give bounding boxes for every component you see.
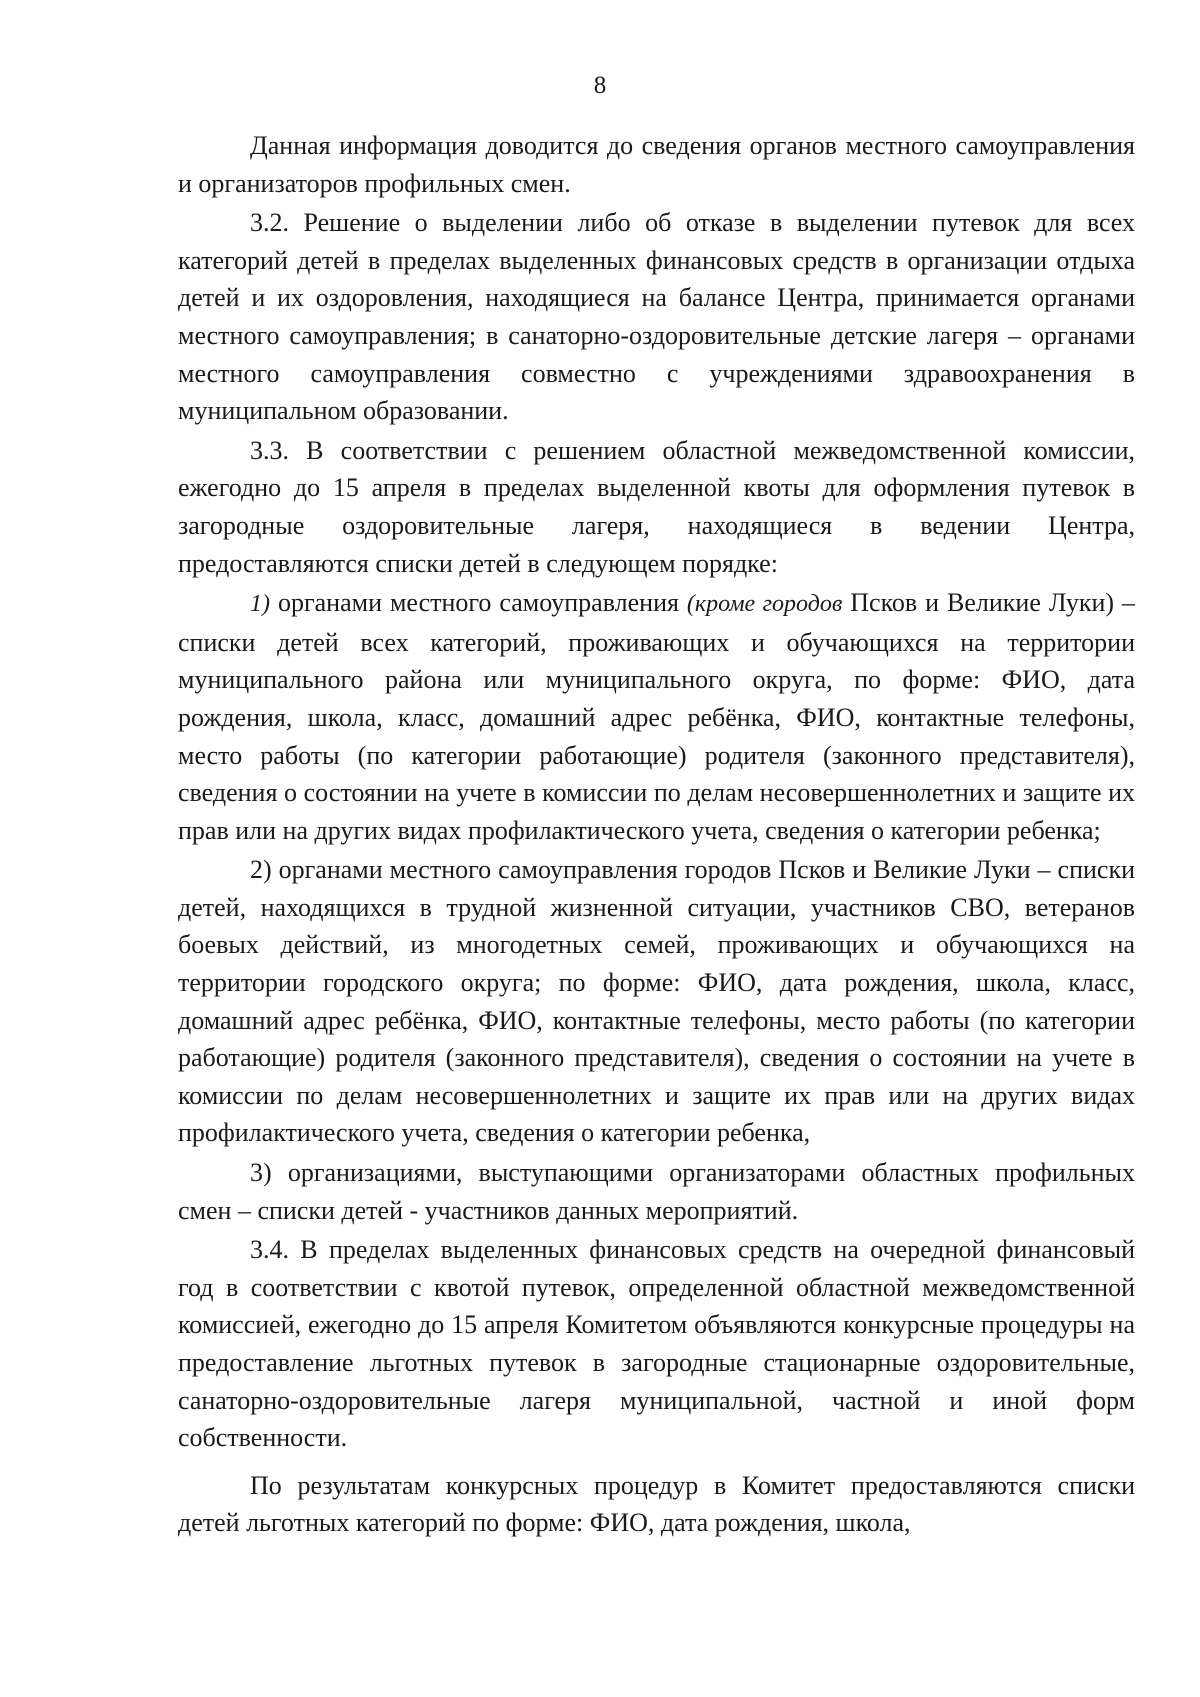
list-item-1-number: 1): [250, 591, 270, 618]
list-item-1-italic-note: (кроме городов: [686, 591, 843, 618]
paragraph-list-item-2: 2) органами местного самоуправления городов Псков и Великие Луки – списки детей, находящихся в трудной жизненной ситуации, участников СВО, ветеранов боевых действий, из многодетных семей, проживающих и обучающихся на территории городского округа; по форме: ФИО, дата рождения, школа, класс, домашний адрес ребёнка, ФИО, контактные телефоны, место работы (по категории работающие) родителя (законного представителя), сведения о состоянии на учете в комиссии по делам несовершеннолетних и защите их прав или на других видах профилактического учета, сведения о категории ребенка,: [178, 855, 1135, 1148]
page-number: 8: [593, 72, 607, 99]
list-item-1-text-b: Псков и Великие Луки) – списки детей всех категорий, проживающих и обучающихся на территории муниципального района или муниципального округа, по форме: ФИО, дата рождения, школа, класс, домашний адрес ребёнка, ФИО, контактные телефоны, место работы (по категории работающие) родителя (законного представителя), сведения о состоянии на учете в комиссии по делам несовершеннолетних и защите их прав или на других видах профилактического учета, сведения о категории ребенка;: [178, 588, 1135, 845]
document-body: [178, 127, 1135, 1542]
paragraph-list-item-1: [178, 584, 1135, 849]
paragraph-results: По результатам конкурсных процедур в Комитет предоставляются списки детей льготных категорий по форме: ФИО, дата рождения, школа,: [178, 1470, 1135, 1538]
paragraph-3-2: 3.2. Решение о выделении либо об отказе в выделении путевок для всех категорий детей в пределах выделенных финансовых средств в организации отдыха детей и их оздоровления, находящиеся на балансе Центра, принимается органами местного самоуправления; в санаторно-оздоровительные детские лагеря – органами местного самоуправления совместно с учреждениями здравоохранения в муниципальном образовании.: [178, 208, 1135, 426]
paragraph-3-3: 3.3. В соответствии с решением областной межведомственной комиссии, ежегодно до 15 апреля в пределах выделенной квоты для оформления путевок в загородные оздоровительные лагеря, находящиеся в ведении Центра, предоставляются списки детей в следующем порядке:: [178, 435, 1135, 578]
list-item-1-text-a: органами местного самоуправления: [277, 588, 679, 618]
paragraph-info-notice: Данная информация доводится до сведения органов местного самоуправления и организаторов профильных смен.: [178, 131, 1135, 198]
paragraph-3-4: 3.4. В пределах выделенных финансовых средств на очередной финансовый год в соответствии с квотой путевок, определенной областной межведомственной комиссией, ежегодно до 15 апреля Комитетом объявляются конкурсные процедуры на предоставление льготных путевок в загородные стационарные оздоровительные, санаторно-оздоровительные лагеря муниципальной, частной и иной форм собственности.: [178, 1235, 1135, 1453]
paragraph-list-item-3: 3) организациями, выступающими организаторами областных профильных смен – списки детей - участников данных мероприятий.: [178, 1158, 1135, 1225]
